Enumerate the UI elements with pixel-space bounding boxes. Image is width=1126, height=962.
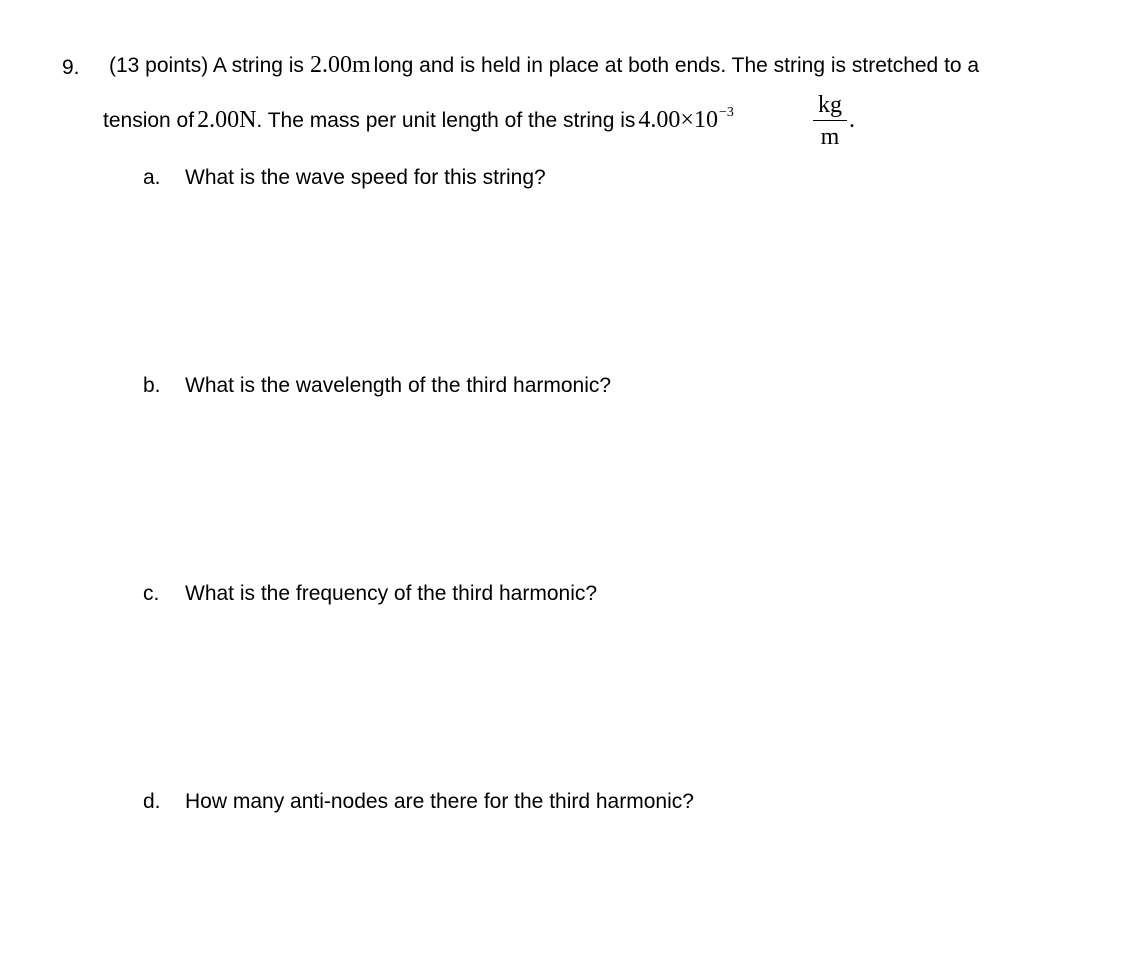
unit-denominator: m	[820, 124, 840, 150]
density-exponent: −3	[718, 105, 734, 120]
after-tension-text: . The mass per unit length of the string is	[256, 109, 636, 132]
after-length-text: long and is held in place at both ends. The string is stretched to a	[373, 54, 980, 77]
part-d-label: d.	[143, 790, 161, 813]
part-b-question: What is the wavelength of the third harmonic?	[185, 374, 612, 397]
part-c-label: c.	[143, 582, 160, 605]
unit-numerator: kg	[813, 92, 847, 121]
end-period: .	[849, 107, 855, 133]
part-c-question: What is the frequency of the third harmonic?	[185, 582, 598, 605]
problem-line-1	[109, 52, 979, 79]
unit-fraction	[813, 92, 847, 150]
part-a-label: a.	[143, 166, 161, 189]
problem-number: 9.	[62, 56, 80, 79]
tension-lead-text: tension of	[103, 109, 195, 132]
density-mantissa: 4.00×10	[638, 107, 718, 133]
part-d-question: How many anti-nodes are there for the third harmonic?	[185, 790, 694, 813]
length-value: 2.00m	[309, 52, 371, 78]
intro-text: (13 points) A string is	[109, 54, 304, 77]
part-b-label: b.	[143, 374, 161, 397]
problem-line-2	[103, 107, 734, 134]
tension-value: 2.00N	[197, 107, 257, 133]
part-a-question: What is the wave speed for this string?	[185, 166, 546, 189]
